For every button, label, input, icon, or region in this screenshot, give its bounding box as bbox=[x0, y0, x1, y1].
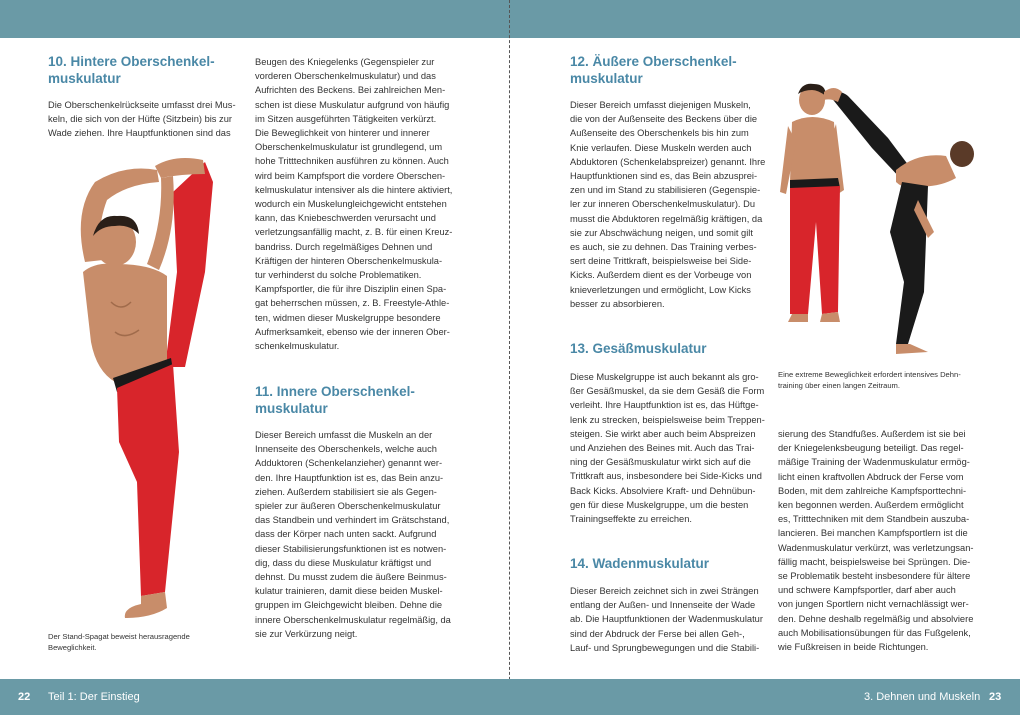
right-photo-caption: Eine extreme Beweglichkeit erfordert intensives Dehn- training über einen langen Zeitraum. bbox=[778, 370, 961, 390]
book-spine-divider bbox=[509, 0, 510, 715]
left-photo-caption: Der Stand-Spagat beweist herausragende Beweglichkeit. bbox=[48, 632, 190, 652]
right-chapter-label: 3. Dehnen und Muskeln bbox=[864, 691, 981, 703]
section-13-title: 13. Gesäßmuskulatur bbox=[570, 341, 707, 356]
right-page-number: 23 bbox=[989, 691, 1002, 703]
footer-band bbox=[0, 679, 1020, 715]
section-10-intro: Die Oberschenkelrückseite umfasst drei Mus- keln, die sich von der Hüfte (Sitzbein) bis zur Wade ziehen. Ihre Hauptfunktionen sind das bbox=[48, 100, 236, 139]
left-chapter-label: Teil 1: Der Einstieg bbox=[48, 691, 140, 703]
photo-standing-split bbox=[55, 152, 215, 630]
section-10-continued: Beugen des Kniegelenks (Gegenspieler zur vorderen Oberschenkelmuskulatur) und das Aufrichten des Beckens. Bei zahlreichen Men- schen ist diese Muskulatur aufgrund von häufig im Sitzen ausgeführten Tätigkeiten verkürzt. Die Beweglichkeit von hinterer und innerer Oberschenkelmuskulatur ist grundlegend, um hohe Tritttechniken ausführen zu können. Auch wird beim Kampfsport die vordere Oberschen- kelmuskulatur intensiver als die hintere aktiviert, wodurch ein Muskelungleichgewicht entstehen kann, das Kniebeschwerden verursacht und verletzungsanfällig macht, z. B. für einen Kreuz- bandriss. Durch regelmäßiges Dehnen und Kräftigen der hinteren Oberschenkelmuskula- tur verhinderst du solche Problematiken. Kampfsportler, die für ihre Disziplin einen Spa- gat beherrschen müssen, z. B. Freestyle-Athle- ten, widmen dieser Muskelgruppe besondere Aufmerksamkeit, ebenso wie der inneren Ober- schenkelmuskulatur. bbox=[255, 57, 453, 352]
section-14-title: 14. Wadenmuskulatur bbox=[570, 556, 710, 571]
section-12-title: 12. Äußere Oberschenkel- muskulatur bbox=[570, 54, 737, 86]
section-11-title: 11. Innere Oberschenkel- muskulatur bbox=[255, 384, 415, 416]
photo-two-fighters bbox=[778, 82, 978, 360]
section-10-title: 10. Hintere Oberschenkel- muskulatur bbox=[48, 54, 215, 86]
section-12-body: Dieser Bereich umfasst diejenigen Muskeln, die von der Außenseite des Beckens über die Außenseite des Oberschenkels bis hin zum Knie verlaufen. Diese Muskeln werden auch Abduktoren (Schenkelabspreizer) genannt. Ihre Hauptfunktionen sind es, das Bein abzusprei- zen und im Stand zu stabilisieren (Gegenspie- ler zur inneren Oberschenkelmuskulatur). Du musst die Abduktoren regelmäßig kräftigen, da sie zur Abschwächung neigen, und somit gilt es auch, sie zu dehnen. Das Training verbes- sert deine Trittkraft, beispielsweise bei Side- Kicks. Außerdem dient es der Vorbeuge von knieverletzungen und ermöglicht, Low Kicks besser zu absorbieren. bbox=[570, 100, 766, 309]
left-page-number: 22 bbox=[18, 691, 31, 703]
section-13-body: Diese Muskelgruppe ist auch bekannt als gro- ßer Gesäßmuskel, da sie dem Gesäß die Form verleiht. Ihre Hauptfunktion ist es, das Hüftge- lenk zu strecken, beispielsweise beim Treppen- steigen. Sie wirkt aber auch beim Abspreizen und Anziehen des Beines mit. Auch das Trai- ning der Gesäßmuskulatur wirkt sich auf die Trittkraft aus, insbesondere bei Side-Kicks und Back Kicks. Absolviere Kraft- und Dehnübun- gen für diese Muskelgruppe, um die besten Trainingseffekte zu erreichen. bbox=[570, 372, 765, 525]
section-14-continued: sierung des Standfußes. Außerdem ist sie bei der Kniegelenksbeugung beteiligt. Das regel- mäßige Training der Wadenmuskulatur ermög- licht einen kraftvollen Abdruck der Ferse vom Boden, mit dem zahlreiche Kampfsporttechni- ken begonnen werden. Außerdem ermöglicht es, Tritttechniken mit dem Standbein auszuba- lancieren. Bei manchen Kampfsportlern ist die Wadenmuskulatur verkürzt, was verletzungsan- fällig macht, beispielsweise bei Sprüngen. Die- se Problematik besteht insbesondere für ältere und schwere Kampfsportler, darf aber auch von jungen Sportlern nicht vernachlässigt wer- den. Dehne deshalb regelmäßig und absolviere auch Mobilisationsübungen für das Fußgelenk, wie Fußkreisen in beide Richtungen. bbox=[778, 429, 974, 653]
top-band bbox=[0, 0, 1020, 38]
section-14-body: Dieser Bereich zeichnet sich in zwei Strängen entlang der Außen- und Innenseite der Wade ab. Die Hauptfunktionen der Wadenmuskulatur sind der Abdruck der Ferse bei allen Geh-, Lauf- und Sprungbewegungen und die Stabili- bbox=[570, 586, 763, 653]
section-11-body: Dieser Bereich umfasst die Muskeln an der Innenseite des Oberschenkels, welche auch Adduktoren (Schenkelanzieher) genannt wer- den. Ihre Hauptfunktion ist es, das Bein anzu- ziehen. Außerdem stabilisiert sie als Gegen- spieler zur äußeren Oberschenkelmuskulatur das Standbein und verhindert im Grätschstand, dass der Körper nach unten sackt. Aufgrund dieser Stabilisierungsfunktionen ist es notwen- dig, dass du diese Muskulatur kräftigst und dehnst. Du musst zudem die äußere Beinmus- kulatur trainieren, damit diese beiden Muskel- gruppen im Gleichgewicht bleiben. Dehne die innere Oberschenkelmuskulatur regelmäßig, da sie zur Verkürzung neigt. bbox=[255, 430, 451, 639]
